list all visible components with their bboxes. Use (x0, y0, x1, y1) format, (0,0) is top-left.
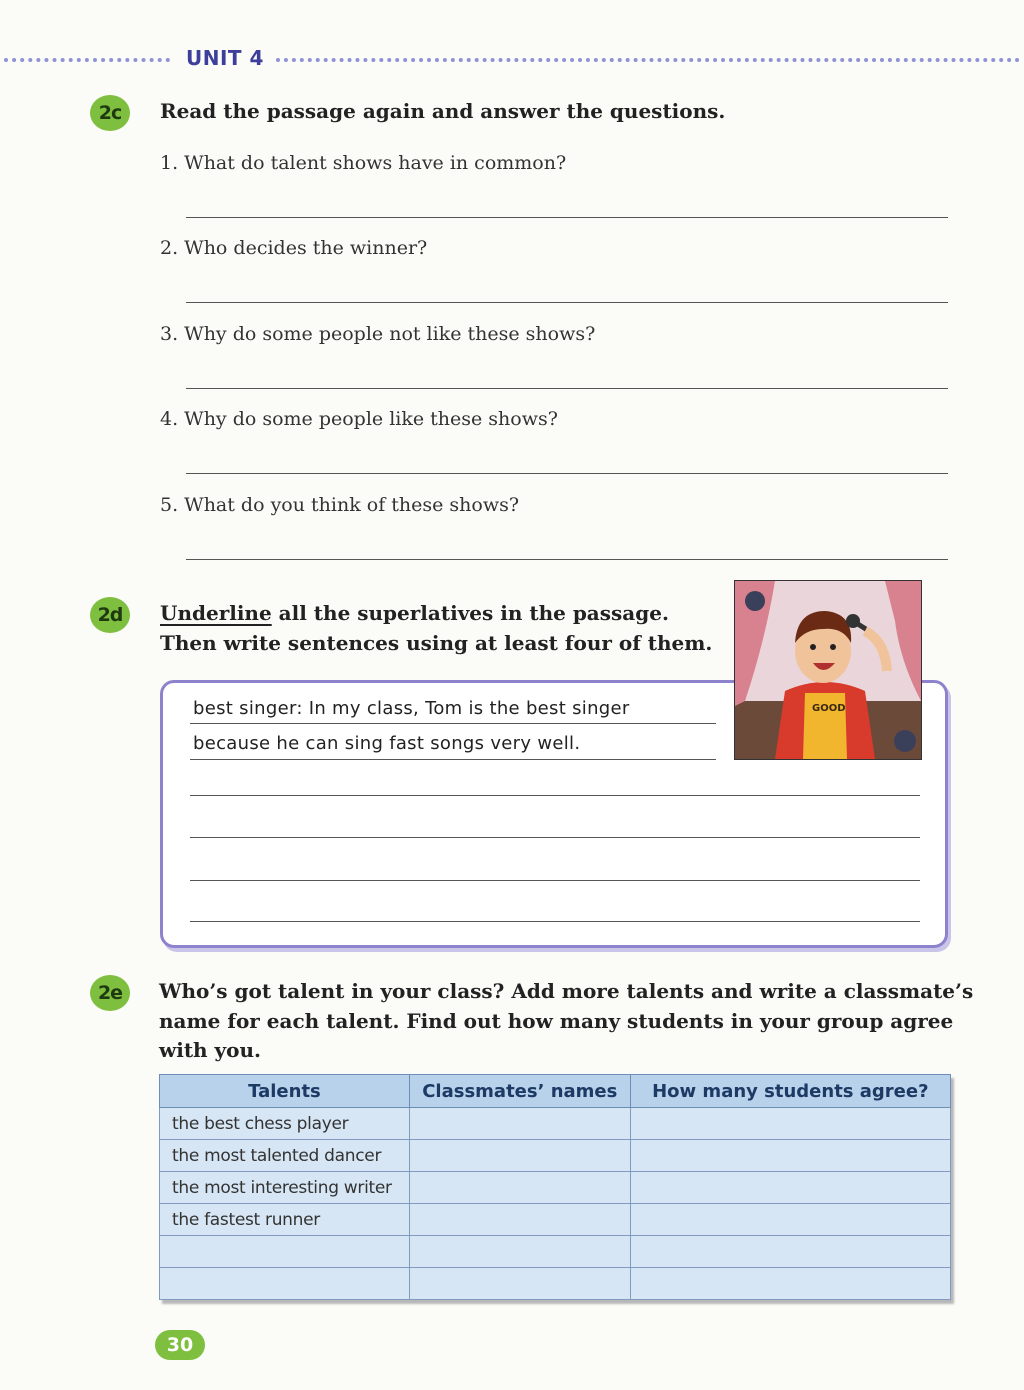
column-header-talents: Talents (160, 1075, 410, 1108)
writing-line-1[interactable] (190, 723, 716, 724)
classmate-name-cell[interactable] (409, 1140, 630, 1172)
answer-line-1[interactable] (186, 217, 948, 218)
underline-word: Underline (160, 601, 272, 625)
talent-cell: the fastest runner (160, 1204, 410, 1236)
classmate-name-cell[interactable] (409, 1172, 630, 1204)
answer-line-4[interactable] (186, 473, 948, 474)
shirt-text: GOOD (812, 703, 846, 714)
instruction-2d-rest: all the superlatives in the passage. (271, 601, 669, 625)
badge-2c: 2c (90, 95, 130, 131)
talent-cell[interactable] (160, 1236, 410, 1268)
agree-count-cell[interactable] (630, 1204, 950, 1236)
instruction-2c: Read the passage again and answer the questions. (160, 99, 726, 123)
header-dots-left (4, 58, 170, 62)
unit-title: UNIT 4 (186, 46, 264, 70)
answer-line-2[interactable] (186, 302, 948, 303)
table-row (160, 1204, 951, 1236)
instruction-2d-line2: Then write sentences using at least four of them. (160, 631, 713, 655)
writing-line-6[interactable] (190, 921, 920, 922)
instruction-2e-line3: with you. (159, 1038, 262, 1062)
question-5: 5. What do you think of these shows? (160, 494, 520, 516)
example-sentence-line1: best singer: In my class, Tom is the best singer (193, 698, 630, 719)
writing-line-2[interactable] (190, 759, 716, 760)
classmate-name-cell[interactable] (409, 1108, 630, 1140)
table-row (160, 1140, 951, 1172)
table-row (160, 1172, 951, 1204)
question-4: 4. Why do some people like these shows? (160, 408, 558, 430)
agree-count-cell[interactable] (630, 1172, 950, 1204)
agree-count-cell[interactable] (630, 1108, 950, 1140)
instruction-2e-line1: Who’s got talent in your class? Add more talents and write a classmate’s (159, 979, 974, 1003)
badge-2d: 2d (90, 597, 130, 633)
page-number: 30 (155, 1330, 205, 1360)
classmate-name-cell[interactable] (409, 1204, 630, 1236)
instruction-2d-line1 (160, 598, 669, 628)
badge-2e: 2e (90, 975, 130, 1011)
agree-count-cell[interactable] (630, 1236, 950, 1268)
talent-cell: the most interesting writer (160, 1172, 410, 1204)
writing-line-3[interactable] (190, 795, 920, 796)
talents-table (159, 1074, 951, 1300)
writing-line-4[interactable] (190, 837, 920, 838)
talent-cell: the best chess player (160, 1108, 410, 1140)
table-row (160, 1236, 951, 1268)
singer-illustration (734, 580, 922, 760)
question-3: 3. Why do some people not like these shows? (160, 323, 596, 345)
instruction-2e-line2: name for each talent. Find out how many students in your group agree (159, 1009, 954, 1033)
writing-line-5[interactable] (190, 880, 920, 881)
header-dots-right (276, 58, 1020, 62)
answer-line-3[interactable] (186, 388, 948, 389)
agree-count-cell[interactable] (630, 1268, 950, 1300)
agree-count-cell[interactable] (630, 1140, 950, 1172)
table-row (160, 1268, 951, 1300)
column-header-classmates-names: Classmates’ names (409, 1075, 630, 1108)
example-sentence-line2: because he can sing fast songs very well. (193, 733, 581, 754)
column-header-how-many-agree: How many students agree? (630, 1075, 950, 1108)
question-2: 2. Who decides the winner? (160, 237, 428, 259)
table-row (160, 1108, 951, 1140)
question-1: 1. What do talent shows have in common? (160, 152, 567, 174)
classmate-name-cell[interactable] (409, 1268, 630, 1300)
talent-cell: the most talented dancer (160, 1140, 410, 1172)
answer-line-5[interactable] (186, 559, 948, 560)
classmate-name-cell[interactable] (409, 1236, 630, 1268)
table-header-row (160, 1075, 951, 1108)
talent-cell[interactable] (160, 1268, 410, 1300)
unit-header (0, 42, 1024, 76)
